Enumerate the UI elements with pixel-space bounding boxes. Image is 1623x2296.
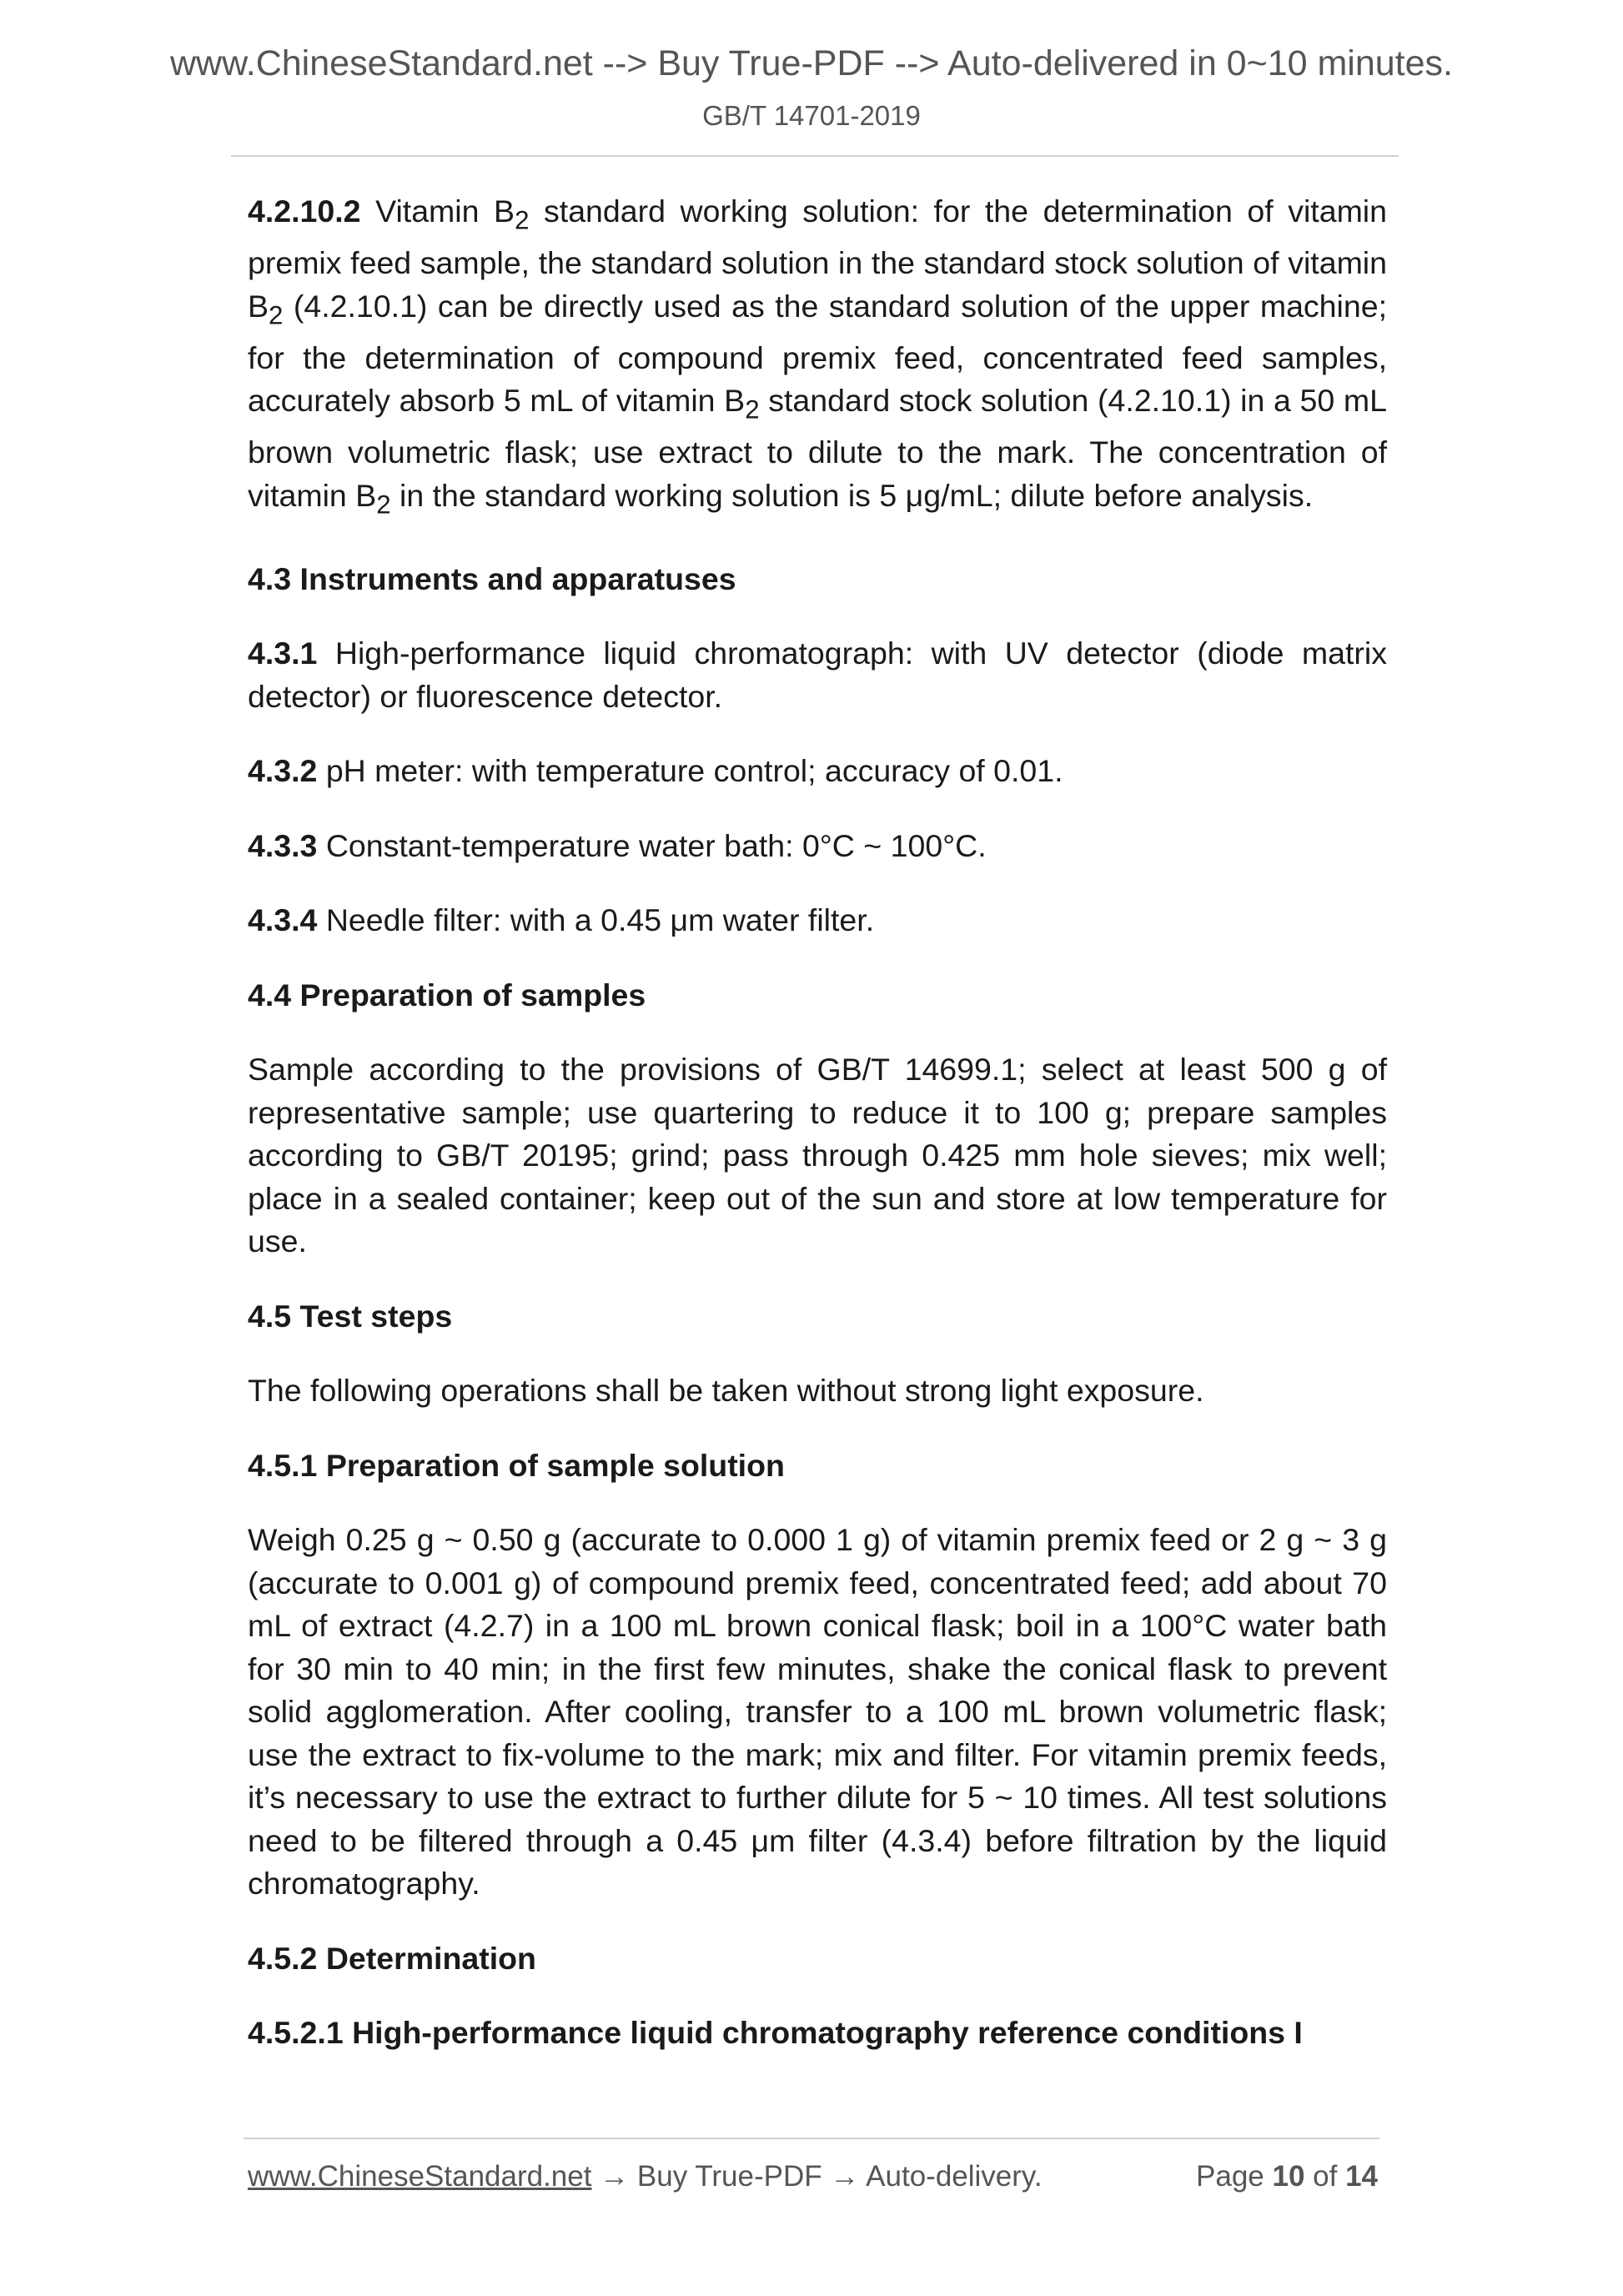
heading-4-5-2: 4.5.2 Determination (248, 1940, 536, 1976)
paragraph-4-3-1: 4.3.1 High-performance liquid chromatograph: with UV detector (diode matrix detector) or fluorescence detector. (248, 636, 1387, 714)
subscript: 2 (515, 205, 530, 235)
subscript: 2 (269, 300, 284, 329)
clause-number: 4.3.3 (248, 827, 318, 863)
heading-4-4: 4.4 Preparation of samples (248, 977, 646, 1012)
clause-number: 4.2.10.2 (248, 193, 361, 229)
heading-4-3: 4.3 Instruments and apparatuses (248, 560, 736, 596)
clause-number: 4.3.4 (248, 902, 318, 937)
footer-links (248, 2160, 1043, 2193)
paragraph-4-5: The following operations shall be taken without strong light exposure. (248, 1373, 1204, 1408)
heading-4-5-2-1: 4.5.2.1 High-performance liquid chromatography reference conditions I (248, 2015, 1303, 2050)
clause-number: 4.3.1 (248, 636, 318, 671)
paragraph-4-3-2: 4.3.2 pH meter: with temperature control; accuracy of 0.01. (248, 753, 1063, 788)
heading-4-5-1: 4.5.1 Preparation of sample solution (248, 1447, 785, 1483)
paragraph-4-5-1: Weigh 0.25 g ~ 0.50 g (accurate to 0.000 1 g) of vitamin premix feed or 2 g ~ 3 g (accurate to 0.001 g) of compound premix feed, concentrated feed; add about 70 mL of extract (4.2.7) in a 100 mL brown conical flask; boil in a 100°C water bath for 30 min to 40 min; in the first few minutes, shake the conical flask to prevent solid agglomeration. After cooling, transfer to a 100 mL brown volumetric flask; use the extract to fix-volume to the mark; mix and filter. For vitamin premix feeds, it’s necessary to use the extract to further dilute for 5 ~ 10 times. All test solutions need to be filtered through a 0.45 μm filter (4.3.4) before filtration by the liquid chromatography. (248, 1522, 1387, 1901)
clause-number: 4.3.2 (248, 753, 318, 788)
footer-site-link[interactable]: www.ChineseStandard.net (248, 2160, 592, 2193)
current-page-number: 10 (1272, 2160, 1305, 2193)
top-banner: www.ChineseStandard.net --> Buy True-PDF --> Auto-delivered in 0~10 minutes. (169, 43, 1453, 83)
paragraph-4-4: Sample according to the provisions of GB/T 14699.1; select at least 500 g of representative sample; use quartering to reduce it to 100 g; prepare samples according to GB/T 20195; grind; pass through 0.425 mm hole sieves; mix well; place in a sealed container; keep out of the sun and store at low temperature for use. (248, 1052, 1387, 1259)
paragraph-4-3-4: 4.3.4 Needle filter: with a 0.45 μm water filter. (248, 902, 875, 937)
subscript: 2 (745, 394, 760, 425)
paragraph-4-3-3: 4.3.3 Constant-temperature water bath: 0°C ~ 100°C. (248, 827, 987, 863)
paragraph-4-2-10-2: 4.2.10.2 Vitamin $B_2$ standard working solution: for the determination of vitamin premix feed sample, the standard solution in the standard stock solution of vitamin $B_2$ (4.2.10.1) can be directly used as the standard solution of the upper machine; for the determination of compound premix feed, concentrated feed samples, accurately absorb 5 mL of vitamin $B_2$ standard stock solution (4.2.10.1) in a 50 mL brown volumetric flask; use extract to dilute to the mark. The concentration of vitamin $B_2$ in the standard working solution is 5 μg/mL; dilute before analysis. (248, 193, 1387, 519)
footer-tagline: → Buy True-PDF → Auto-delivery. (591, 2160, 1043, 2193)
header-divider (231, 155, 1399, 157)
total-page-count: 14 (1345, 2160, 1378, 2193)
heading-4-5: 4.5 Test steps (248, 1298, 453, 1334)
page-content (248, 190, 1387, 2087)
subscript: 2 (376, 490, 391, 519)
footer-divider (244, 2138, 1379, 2139)
document-id: GB/T 14701-2019 (702, 100, 921, 131)
page-indicator: Page 10 of 14 (1196, 2160, 1378, 2193)
